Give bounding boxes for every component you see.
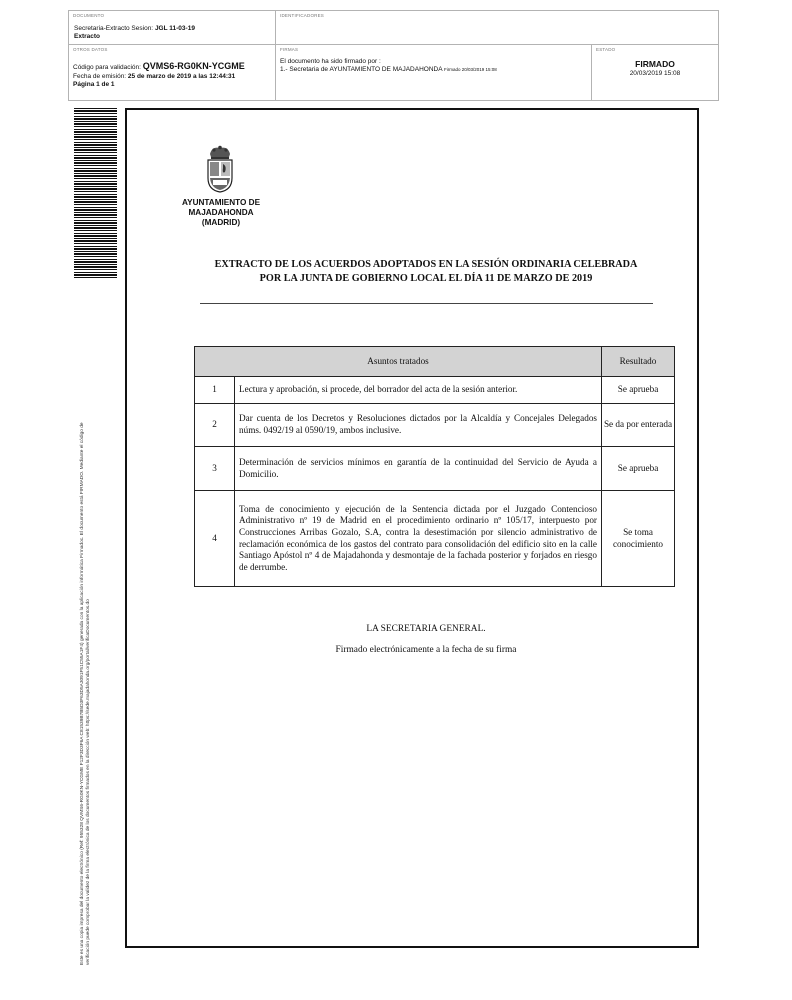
header-result: Resultado (602, 347, 675, 377)
firmas-signed-date: Firmado 20/03/2019 15:08 (444, 67, 497, 72)
org-line1: AYUNTAMIENTO DE (181, 198, 261, 207)
emission-line (73, 73, 235, 80)
estado-label: ESTADO (596, 47, 616, 52)
signature-note: Firmado electrónicamente a la fecha de su firma (335, 645, 517, 655)
session-code: JGL 11-03-19 (154, 25, 195, 32)
barcode (74, 108, 117, 278)
signature-title: LA SECRETARIA GENERAL. (366, 624, 486, 634)
organization-name (165, 198, 277, 228)
agreements-table (194, 346, 675, 587)
firmas-line1: El documento ha sido firmado por : (280, 58, 381, 65)
documento-prefix: Secretaria-Extracto Sesion: (74, 25, 155, 32)
table-row (195, 491, 675, 587)
identificadores-box (275, 10, 719, 45)
validation-code: QVMS6-RG0KN-YCGME (142, 61, 245, 71)
row-result: Se toma conocimiento (602, 491, 675, 587)
row-topic: Dar cuenta de los Decretos y Resoluciones dictados por la Alcaldía y Concejales Delegados núms. 0492/19 al 0590/19, ambos inclusive. (235, 404, 602, 447)
emission-date: 25 de marzo de 2019 a las 12:44:31 (127, 73, 236, 80)
table-row (195, 447, 675, 491)
estado-date: 20/03/2019 15:08 (629, 70, 681, 77)
row-result: Se aprueba (602, 447, 675, 491)
verification-side-note (80, 305, 92, 965)
header-topics: Asuntos tratados (195, 347, 602, 377)
title-line1: EXTRACTO DE LOS ACUERDOS ADOPTADOS EN LA SESIÓN ORDINARIA CELEBRADA (214, 259, 638, 270)
documento-line2: Extracto (74, 33, 101, 40)
documento-line1 (74, 25, 195, 32)
row-number: 1 (195, 377, 235, 404)
row-number: 2 (195, 404, 235, 447)
otros-datos-label: OTROS DATOS (73, 47, 108, 52)
org-line2: MAJADAHONDA (188, 208, 254, 217)
title-divider (200, 303, 653, 304)
side-note-line1: Este es una copia impresa del documento electrónico (Ref: 955328 QVMS6-RG0KN-YCGME F12F3D3F6A C81539B7B5D3F63D5A3091F51C55A1F4) generada con la aplicación informática Firmadoc. El documento está FIRMADO. Mediante el código de (80, 422, 85, 965)
estado-box (591, 44, 719, 101)
emission-prefix: Fecha de emisión: (73, 73, 128, 80)
estado-value: FIRMADO (635, 59, 675, 69)
validation-line (73, 61, 245, 71)
validation-prefix: Código para validación: (73, 64, 143, 71)
side-note-line2: verificación puede comprobar la validez de la firma electrónica de los documentos firmados en la dirección web: https://sede.majadahonda.org/portal/verificaDocumentos.do (86, 599, 91, 965)
firmas-line2 (280, 66, 497, 73)
documento-label: DOCUMENTO (73, 13, 105, 18)
documento-box (68, 10, 276, 45)
document-title (170, 258, 682, 286)
coat-of-arms-icon (202, 144, 238, 194)
row-number: 3 (195, 447, 235, 491)
table-row (195, 377, 675, 404)
table-header-row (195, 347, 675, 377)
firmas-signer: 1.- Secretaria de AYUNTAMIENTO DE MAJADAHONDA (280, 66, 443, 73)
row-topic: Lectura y aprobación, si procede, del borrador del acta de la sesión anterior. (235, 377, 602, 404)
row-topic: Determinación de servicios mínimos en garantía de la continuidad del Servicio de Ayuda a Domicilio. (235, 447, 602, 491)
row-number: 4 (195, 491, 235, 587)
row-topic: Toma de conocimiento y ejecución de la Sentencia dictada por el Juzgado Contencioso Administrativo nº 19 de Madrid en el procedimiento ordinario nº 105/17, interpuesto por Construcciones Arribas Gozalo, S.A, contra la desestimación por silencio administrativo de reclamación económica de los gastos del contrato para consolidación del edificio sito en la calle Santiago Apóstol nº 4 de Majadahonda y desmontaje de la fachada posterior y forjados en riesgo de derrumbe. (235, 491, 602, 587)
table-row (195, 404, 675, 447)
firmas-label: FIRMAS (280, 47, 299, 52)
firmas-box (275, 44, 592, 101)
row-result: Se aprueba (602, 377, 675, 404)
title-line2: POR LA JUNTA DE GOBIERNO LOCAL EL DÍA 11 DE MARZO DE 2019 (259, 273, 593, 284)
row-result: Se da por enterada (602, 404, 675, 447)
otros-datos-box (68, 44, 276, 101)
identificadores-label: IDENTIFICADORES (280, 13, 325, 18)
org-line3: (MADRID) (201, 218, 241, 227)
page-info: Página 1 de 1 (73, 81, 115, 88)
